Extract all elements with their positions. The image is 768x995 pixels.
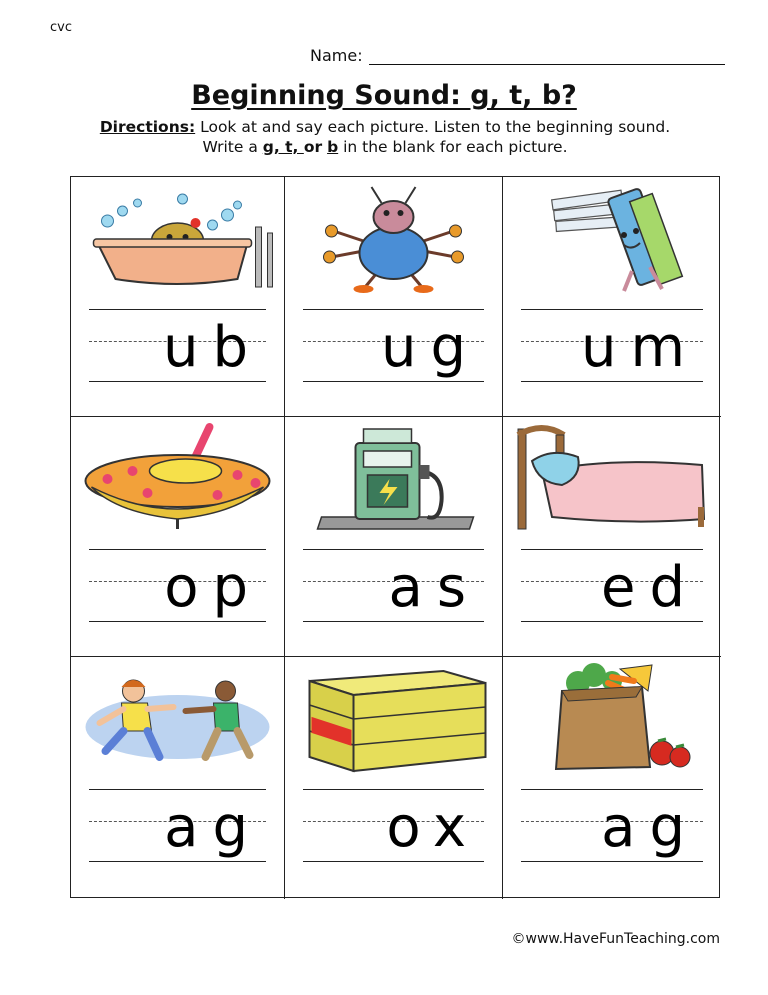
directions-line-1 (40, 117, 730, 137)
top-icon (77, 421, 278, 533)
name-field (310, 46, 725, 65)
word-ending: ag (164, 795, 262, 860)
writing-line-base (521, 381, 703, 382)
copyright-footer: ©www.HaveFunTeaching.com (511, 931, 720, 947)
writing-line-top (303, 309, 484, 310)
writing-line-base (521, 861, 703, 862)
picture-cell-bed (503, 417, 721, 657)
gum-icon (509, 181, 715, 293)
or-word: or (303, 138, 323, 156)
bed-icon (509, 421, 715, 533)
picture-grid (70, 176, 720, 898)
tag-icon (77, 661, 278, 773)
picture-cell-box (285, 657, 503, 899)
writing-line-top (303, 549, 484, 550)
word-ending: ox (386, 795, 480, 860)
name-blank-line[interactable] (369, 50, 725, 65)
picture-cell-gum (503, 177, 721, 417)
writing-line-top (89, 549, 266, 550)
box-icon (291, 661, 496, 773)
tub-icon (77, 181, 278, 293)
picture-cell-tub (71, 177, 285, 417)
page-title: Beginning Sound: g, t, b? (191, 80, 577, 111)
word-ending: ed (601, 555, 699, 620)
directions-text-1: Look at and say each picture. Listen to the beginning sound. (195, 118, 671, 136)
writing-line-base (303, 621, 484, 622)
writing-line-base (521, 621, 703, 622)
directions-label: Directions: (99, 118, 196, 136)
picture-cell-gas (285, 417, 503, 657)
writing-line-top (521, 789, 703, 790)
word-ending: um (580, 315, 699, 380)
picture-cell-bug (285, 177, 503, 417)
gas-pump-icon (291, 421, 496, 533)
writing-line-base (303, 861, 484, 862)
bag-icon (509, 661, 715, 773)
writing-line-top (303, 789, 484, 790)
picture-cell-tag (71, 657, 285, 899)
word-ending: as (388, 555, 480, 620)
word-ending: op (164, 555, 262, 620)
writing-line-base (89, 621, 266, 622)
directions-line-2 (40, 137, 730, 157)
name-label: Name: (310, 46, 363, 65)
writing-line-top (89, 789, 266, 790)
word-ending: ub (162, 315, 262, 380)
writing-line-top (521, 549, 703, 550)
directions-text-3: in the blank for each picture. (338, 138, 568, 156)
writing-line-top (521, 309, 703, 310)
letter-b: b (327, 138, 339, 156)
picture-cell-top (71, 417, 285, 657)
writing-line-base (89, 381, 266, 382)
bug-icon (291, 181, 496, 293)
word-ending: ug (380, 315, 480, 380)
corner-label: cvc (50, 20, 72, 35)
directions (40, 117, 730, 157)
writing-line-base (89, 861, 266, 862)
letters-g-t: g, t, (262, 138, 304, 156)
word-ending: ag (601, 795, 699, 860)
directions-text-2: Write a (202, 138, 263, 156)
writing-line-base (303, 381, 484, 382)
picture-cell-bag (503, 657, 721, 899)
writing-line-top (89, 309, 266, 310)
